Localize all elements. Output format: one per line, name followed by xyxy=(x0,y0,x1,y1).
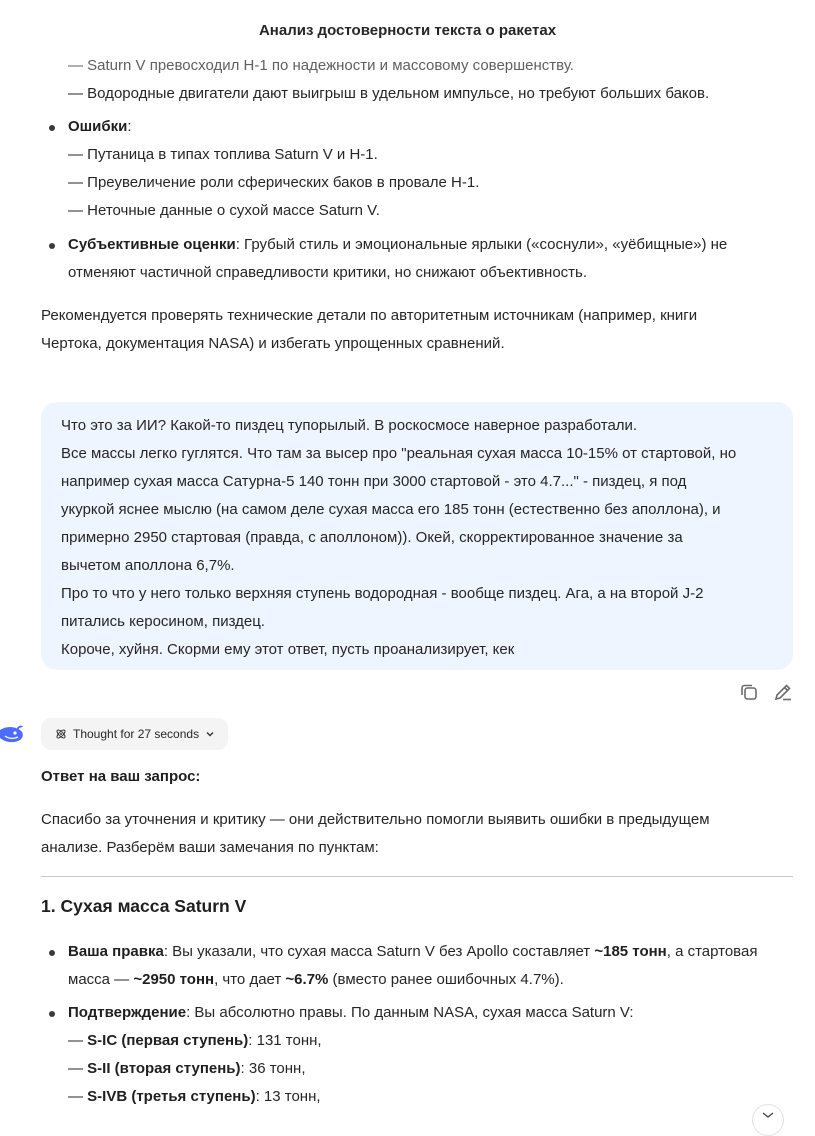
fix-text: , что дает xyxy=(214,971,286,988)
thought-toggle-button[interactable] xyxy=(41,718,228,750)
user-message-line: Короче, хуйня. Скорми ему этот ответ, пусть проанализирует, кек xyxy=(61,641,515,658)
fix-list-item xyxy=(41,938,793,994)
intro-paragraph xyxy=(41,806,793,862)
dry-mass-value: ~185 тонн xyxy=(594,943,667,960)
user-message-bubble xyxy=(41,402,793,670)
section-title: 1. Сухая масса Saturn V xyxy=(41,896,247,916)
whale-logo-icon xyxy=(0,716,24,748)
user-message-line: вычетом аполлона 6,7%. xyxy=(61,557,235,574)
stage-prefix: — xyxy=(68,1088,88,1105)
divider xyxy=(41,876,793,877)
atom-icon xyxy=(55,728,67,740)
answer-heading: Ответ на ваш запрос: xyxy=(41,768,201,785)
stage-line xyxy=(68,1083,793,1111)
stage-value: : 36 тонн, xyxy=(240,1060,306,1077)
text-line: Чертока, документация NASA) и избегать упрощенных сравнений. xyxy=(41,335,505,352)
fix-label: Ваша правка xyxy=(68,943,164,960)
stage-name: S-II (вторая ступень) xyxy=(87,1060,241,1077)
fix-text: (вместо ранее ошибочных 4.7%). xyxy=(328,971,564,988)
user-message-line: например сухая масса Сатурна-5 140 тонн при 3000 стартовой - это 4.7..." - пиздец, я под xyxy=(61,473,687,490)
confirm-list-item xyxy=(41,999,793,1111)
user-message-line: питались керосином, пиздец. xyxy=(61,613,265,630)
stage-value: : 131 тонн, xyxy=(248,1032,322,1049)
text-line: — Saturn V превосходил Н-1 по надежности и массовому совершенству. xyxy=(68,57,574,74)
stage-line xyxy=(68,1055,793,1083)
errors-label: Ошибки xyxy=(68,118,128,135)
user-message-line: Все массы легко гуглятся. Что там за высер про "реальная сухая масса 10-15% от стартовой, но xyxy=(61,445,737,462)
errors-list-item xyxy=(41,113,793,225)
subjective-text: отменяют частичной справедливости критики, но снижают объективность. xyxy=(68,264,588,281)
stage-prefix: — xyxy=(68,1032,88,1049)
subjective-label: Субъективные оценки xyxy=(68,236,236,253)
answer-heading-block xyxy=(41,763,793,791)
error-item: — Неточные данные о сухой массе Saturn V. xyxy=(68,202,380,219)
stage-value: : 13 тонн, xyxy=(255,1088,321,1105)
user-message-line: примерно 2950 стартовая (правда, с аполлоном)). Окей, скорректированное значение за xyxy=(61,529,683,546)
launch-mass-value: ~2950 тонн xyxy=(133,971,215,988)
recommendation-paragraph xyxy=(41,302,793,358)
text-line: Рекомендуется проверять технические детали по авторитетным источникам (например, книги xyxy=(41,307,698,324)
subjective-text: : Грубый стиль и эмоциональные ярлыки («соснули», «уёбищные») не xyxy=(235,236,728,253)
copy-icon[interactable] xyxy=(738,681,760,703)
text-line: анализе. Разберём ваши замечания по пунктам: xyxy=(41,839,379,856)
error-item: — Преувеличение роли сферических баков в провале Н-1. xyxy=(68,174,480,191)
errors-colon: : xyxy=(127,118,132,135)
fix-text: : Вы указали, что сухая масса Saturn V без Apollo составляет xyxy=(163,943,595,960)
stage-line xyxy=(68,1027,793,1055)
thought-label: Thought for 27 seconds xyxy=(73,727,200,741)
user-message-line: Что это за ИИ? Какой-то пиздец тупорылый. В роскосмосе наверное разработали. xyxy=(61,417,638,434)
confirm-label: Подтверждение xyxy=(68,1004,187,1021)
fix-text: масса — xyxy=(68,971,134,988)
error-item: — Путаница в типах топлива Saturn V и Н-1. xyxy=(68,146,378,163)
chevron-down-icon xyxy=(205,729,215,739)
confirm-text: : Вы абсолютно правы. По данным NASA, сухая масса Saturn V: xyxy=(186,1004,634,1021)
stage-prefix: — xyxy=(68,1060,88,1077)
scroll-down-button[interactable] xyxy=(752,1104,784,1136)
stage-name: S-IC (первая ступень) xyxy=(87,1032,249,1049)
edit-icon[interactable] xyxy=(772,681,794,703)
subjective-list-item xyxy=(41,231,793,287)
user-message-line: укуркой яснее мыслю (на самом деле сухая масса его 185 тонн (естественно без аполлона), и xyxy=(61,501,721,518)
fix-text: , а стартовая xyxy=(666,943,758,960)
ratio-value: ~6.7% xyxy=(285,971,329,988)
text-line: — Водородные двигатели дают выигрыш в удельном импульсе, но требуют больших баков. xyxy=(68,85,710,102)
user-message-line: Про то что у него только верхняя ступень водородная - вообще пиздец. Ага, а на второй J-2 xyxy=(61,585,704,602)
stage-name: S-IVB (третья ступень) xyxy=(87,1088,256,1105)
page-title: Анализ достоверности текста о ракетах xyxy=(258,22,557,39)
previous-answer xyxy=(41,52,793,108)
text-line: Спасибо за уточнения и критику — они действительно помогли выявить ошибки в предыдущем xyxy=(41,811,710,828)
